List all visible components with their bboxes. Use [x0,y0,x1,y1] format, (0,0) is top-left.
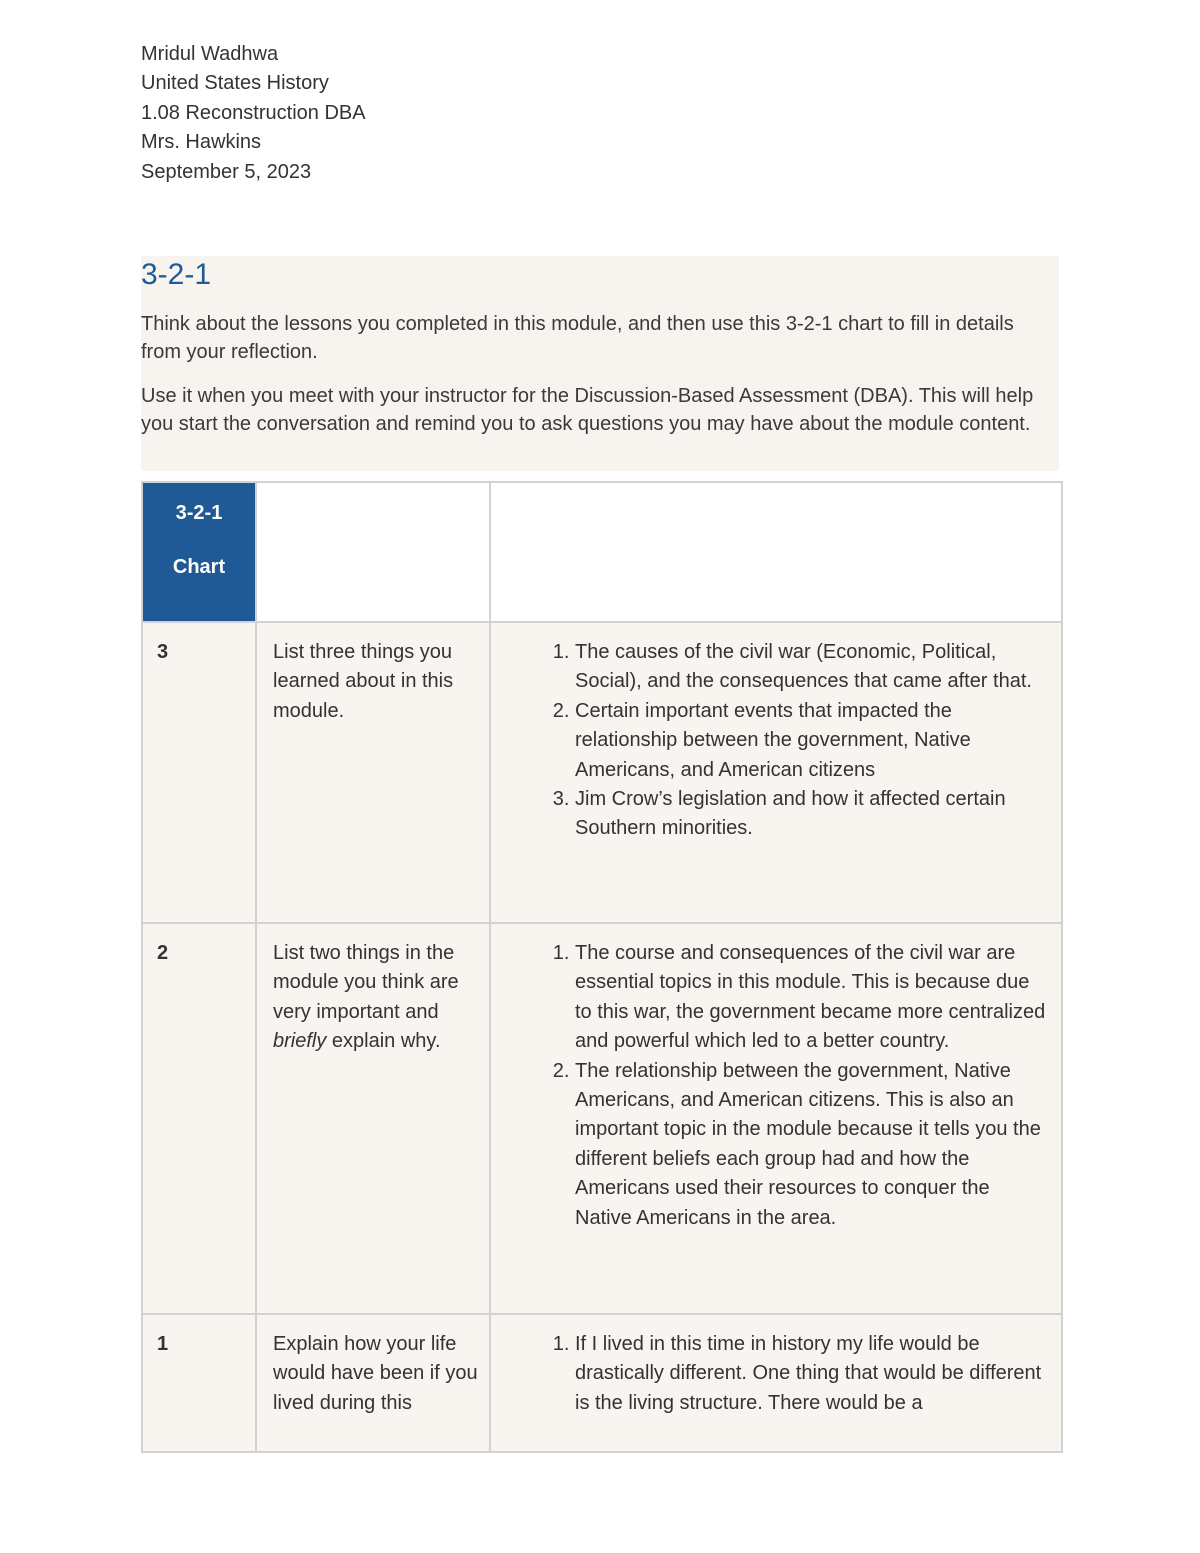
corner-label-top: 3-2-1 [175,502,223,524]
table-row [142,1314,1062,1452]
row-answers[interactable] [490,1314,1062,1452]
intro-paragraph-2: Use it when you meet with your instructor for the Discussion-Based Assessment (DBA). This will help you start the conversation and remind you to ask questions you may have about the module content. [141,385,1034,435]
course-name: United States History [141,72,329,95]
header-empty-cell[interactable] [256,482,490,622]
row-answers[interactable] [490,622,1062,923]
chart-corner-cell [142,482,256,622]
row-prompt [256,923,490,1314]
answer-item: 1. The causes of the civil war (Economic, Political, Social), and the consequences that came after that. [575,638,1047,697]
row-prompt: Explain how your life would have been if you lived during this [256,1314,490,1452]
answer-list [491,939,1047,1233]
answer-item: 2. The relationship between the government, Native Americans, and American citizens. This is also an important topic in the module because it tells you the different beliefs each group had and how the Americans used their resources to conquer the Native Americans in the area. [575,1057,1047,1233]
intro-paragraph-1: Think about the lessons you completed in this module, and then use this 3-2-1 chart to fill in details from your reflection. [141,313,1014,363]
row-number: 3 [142,622,256,923]
answer-item: 2. Certain important events that impacted the relationship between the government, Native Americans, and American citizens [575,697,1047,785]
row-prompt: List three things you learned about in this module. [256,622,490,923]
corner-label-bottom: Chart [172,556,226,578]
answer-list [491,1330,1047,1418]
table-row [142,622,1062,923]
intro-panel [141,256,1059,471]
prompt-text-before: List two things in the module you think are very important and [273,942,459,1023]
intro-heading: 3-2-1 [141,258,212,291]
answer-item: 3. Jim Crow’s legislation and how it affected certain Southern minorities. [575,785,1047,844]
row-number: 2 [142,923,256,1314]
table-header-row [142,482,1062,622]
header-empty-cell[interactable] [490,482,1062,622]
three-two-one-table [141,481,1063,1453]
answer-item: 1. If I lived in this time in history my life would be drastically different. One thing that would be different is the living structure. There would be a [575,1330,1047,1418]
instructor-name: Mrs. Hawkins [141,131,262,154]
assignment-title: 1.08 Reconstruction DBA [141,101,366,124]
table-row [142,923,1062,1314]
row-answers[interactable] [490,923,1062,1314]
prompt-text-italic: briefly [273,1030,327,1053]
document-header [141,40,366,187]
row-number: 1 [142,1314,256,1452]
document-date: September 5, 2023 [141,160,312,183]
student-name: Mridul Wadhwa [141,43,279,65]
answer-item: 1. The course and consequences of the civil war are essential topics in this module. This is because due to this war, the government became more centralized and powerful which led to a better country. [575,939,1047,1057]
answer-list [491,638,1047,844]
prompt-text-after: explain why. [331,1030,441,1053]
